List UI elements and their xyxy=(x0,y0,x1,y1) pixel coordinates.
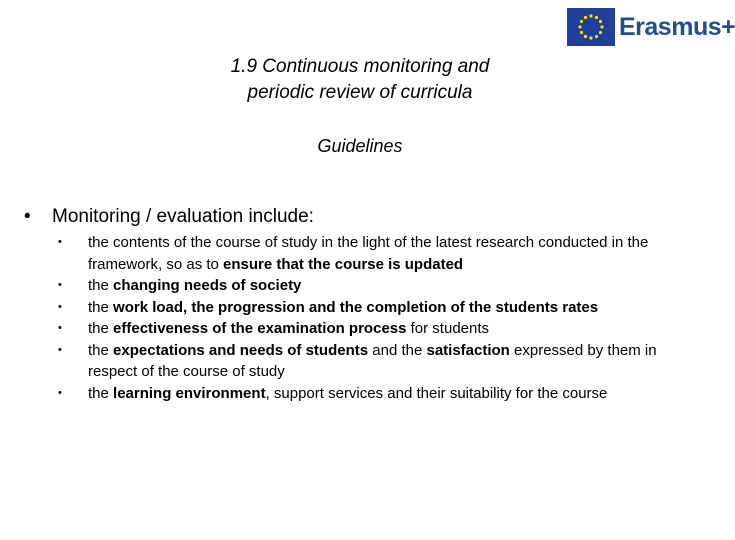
bullet-icon: • xyxy=(58,386,62,399)
list-item: • the work load, the progression and the completion of the students rates xyxy=(58,297,698,319)
erasmus-logo-text: Erasmus+ xyxy=(619,12,735,41)
list-item: • the changing needs of society xyxy=(58,275,698,297)
bullet-icon: • xyxy=(24,206,31,227)
erasmus-logo xyxy=(567,8,735,46)
title-line-2: periodic review of curricula xyxy=(247,82,473,103)
eu-flag-icon xyxy=(567,8,615,46)
bullet-icon: • xyxy=(58,300,62,313)
criteria-list xyxy=(58,232,698,404)
main-bullet xyxy=(24,206,314,228)
page-title xyxy=(0,54,720,106)
bullet-icon: • xyxy=(58,322,62,334)
bullet-icon: • xyxy=(58,343,62,356)
list-item: • the learning environment, support services and their suitability for the course xyxy=(58,383,698,405)
list-item: • the expectations and needs of students and the satisfaction expressed by them in respect of the course of study xyxy=(58,341,657,380)
bullet-icon: • xyxy=(58,236,62,248)
bullet-icon: • xyxy=(58,279,62,291)
title-line-1: 1.9 Continuous monitoring and xyxy=(230,56,490,77)
list-item: • the effectiveness of the examination process for students xyxy=(58,318,698,340)
list-item: • the contents of the course of study in the light of the latest research conducted in the framework, so as to ensure that the course is updated xyxy=(58,234,649,273)
page-subtitle: Guidelines xyxy=(317,136,403,156)
main-bullet-text: Monitoring / evaluation include: xyxy=(52,206,314,227)
